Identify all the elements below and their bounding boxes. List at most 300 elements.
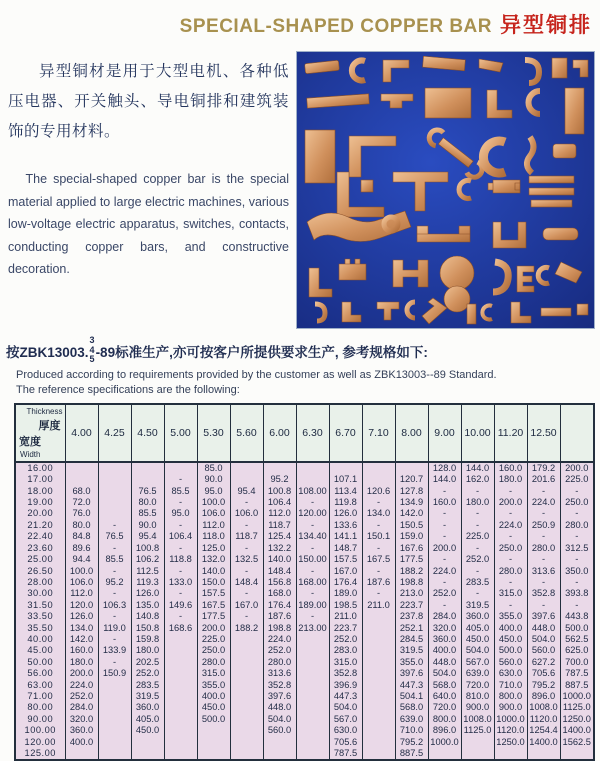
spec-cell: 360.0: [461, 611, 494, 622]
spec-cell: [362, 668, 395, 679]
spec-cell: 443.8: [560, 611, 594, 622]
copper-shapes-photo: [296, 51, 595, 329]
spec-cell: 211.0: [362, 600, 395, 611]
width-cell: 22.40: [15, 531, 65, 542]
standard-fraction: 3 4 5: [89, 335, 95, 365]
spec-cell: 126.0: [329, 508, 362, 519]
spec-cell: 280.0: [560, 520, 594, 531]
spec-cell: 568.0: [428, 680, 461, 691]
spec-cell: 504.0: [329, 702, 362, 713]
spec-cell: 126.0: [131, 588, 164, 599]
spec-cell: 159.8: [131, 634, 164, 645]
table-row: [15, 623, 594, 634]
spec-cell: 450.0: [461, 634, 494, 645]
spec-cell: [296, 737, 329, 748]
spec-cell: 160.0: [428, 497, 461, 508]
spec-cell: [395, 462, 428, 474]
standard-note: [6, 336, 600, 398]
spec-cell: -: [98, 543, 131, 554]
width-cell: 26.50: [15, 566, 65, 577]
spec-cell: 640.0: [428, 691, 461, 702]
spec-cell: [263, 737, 296, 748]
spec-cell: 283.0: [329, 645, 362, 656]
thickness-header-11.20: 11.20: [494, 404, 527, 462]
intro-paragraph-chinese: 异型铜材是用于大型电机、各种低压电器、开关触头、导电铜排和建筑装饰的专用材料。: [8, 63, 289, 140]
spec-cell: 568.0: [395, 702, 428, 713]
width-cell: 120.00: [15, 737, 65, 748]
spec-cell: 225.0: [197, 634, 230, 645]
spec-cell: [131, 737, 164, 748]
spec-cell: 167.6: [395, 543, 428, 554]
spec-cell: 352.8: [527, 588, 560, 599]
spec-cell: -: [164, 566, 197, 577]
width-cell: 45.00: [15, 645, 65, 656]
spec-cell: 560.0: [263, 725, 296, 736]
spec-cell: 156.8: [263, 577, 296, 588]
spec-cell: -: [164, 497, 197, 508]
spec-cell: 106.4: [263, 497, 296, 508]
spec-cell: 106.0: [197, 508, 230, 519]
spec-cell: [164, 691, 197, 702]
spec-cell: [296, 691, 329, 702]
spec-cell: -: [494, 531, 527, 542]
spec-cell: -: [98, 588, 131, 599]
spec-cell: 76.0: [65, 508, 98, 519]
spec-cell: 84.8: [65, 531, 98, 542]
spec-cell: -: [230, 566, 263, 577]
spec-cell: -: [461, 486, 494, 497]
spec-cell: [164, 462, 197, 474]
spec-cell: 352.8: [329, 668, 362, 679]
spec-cell: [362, 725, 395, 736]
spec-cell: 188.2: [230, 623, 263, 634]
spec-cell: 630.0: [329, 725, 362, 736]
spec-cell: [362, 462, 395, 474]
spec-cell: [164, 748, 197, 760]
spec-cell: 223.7: [329, 623, 362, 634]
spec-cell: [98, 508, 131, 519]
spec-cell: 500.0: [197, 714, 230, 725]
spec-cell: [164, 657, 197, 668]
spec-cell: -: [494, 554, 527, 565]
spec-cell: 397.6: [395, 668, 428, 679]
intro-paragraph-english: The special-shaped copper bar is the special material applied to large electric machines, various low-voltage electric apparatus, switches, contacts, conducting copper bars, and constructive decoration.: [8, 172, 289, 277]
spec-cell: -: [98, 657, 131, 668]
spec-cell: [164, 714, 197, 725]
spec-cell: 180.0: [461, 497, 494, 508]
spec-cell: [296, 714, 329, 725]
corner-width-zh: 宽度: [19, 435, 41, 448]
spec-cell: 168.6: [164, 623, 197, 634]
spec-cell: [230, 462, 263, 474]
table-row: [15, 520, 594, 531]
spec-cell: 1250.0: [494, 737, 527, 748]
spec-cell: 188.2: [395, 566, 428, 577]
spec-cell: 280.0: [527, 543, 560, 554]
spec-cell: 504.0: [527, 634, 560, 645]
spec-cell: 447.3: [329, 691, 362, 702]
spec-cell: 250.0: [197, 645, 230, 656]
spec-cell: 700.0: [560, 657, 594, 668]
spec-cell: 200.0: [428, 543, 461, 554]
spec-cell: -: [461, 508, 494, 519]
spec-cell: 448.0: [428, 657, 461, 668]
spec-cell: 85.5: [131, 508, 164, 519]
spec-cell: 135.0: [131, 600, 164, 611]
spec-cell: 319.5: [461, 600, 494, 611]
spec-cell: 201.6: [527, 474, 560, 485]
spec-cell: 100.0: [65, 566, 98, 577]
spec-cell: 400.0: [494, 623, 527, 634]
spec-cell: 76.5: [131, 486, 164, 497]
spec-cell: 167.5: [197, 600, 230, 611]
spec-cell: [164, 737, 197, 748]
spec-cell: 150.1: [362, 531, 395, 542]
spec-cell: 252.0: [131, 668, 164, 679]
table-row: [15, 531, 594, 542]
spec-cell: -: [560, 486, 594, 497]
spec-cell: [98, 486, 131, 497]
spec-cell: [296, 645, 329, 656]
intro-text-column: [8, 51, 289, 329]
spec-cell: 1400.0: [527, 737, 560, 748]
spec-cell: 132.0: [197, 554, 230, 565]
spec-cell: 225.0: [461, 531, 494, 542]
table-row: [15, 588, 594, 599]
width-cell: 90.00: [15, 714, 65, 725]
spec-cell: 148.4: [263, 566, 296, 577]
spec-cell: 160.0: [494, 462, 527, 474]
spec-cell: 224.0: [263, 634, 296, 645]
spec-cell: [560, 748, 594, 760]
spec-cell: 142.0: [395, 508, 428, 519]
spec-cell: 283.5: [131, 680, 164, 691]
spec-cell: 133.6: [329, 520, 362, 531]
width-cell: 23.60: [15, 543, 65, 554]
spec-cell: 224.0: [428, 566, 461, 577]
spec-cell: 1400.0: [560, 725, 594, 736]
spec-cell: 400.0: [428, 645, 461, 656]
spec-cell: 189.0: [329, 588, 362, 599]
spec-cell: [197, 737, 230, 748]
spec-cell: 127.8: [395, 486, 428, 497]
table-row: [15, 543, 594, 554]
spec-cell: 319.5: [131, 691, 164, 702]
spec-cell: [164, 645, 197, 656]
spec-cell: [230, 474, 263, 485]
table-row: [15, 508, 594, 519]
spec-cell: 113.4: [329, 486, 362, 497]
spec-cell: 320.0: [65, 714, 98, 725]
spec-cell: [263, 462, 296, 474]
spec-cell: 1000.0: [428, 737, 461, 748]
spec-cell: 350.0: [560, 566, 594, 577]
spec-cell: -: [560, 577, 594, 588]
spec-cell: 450.0: [494, 634, 527, 645]
spec-cell: [98, 725, 131, 736]
spec-cell: [362, 702, 395, 713]
width-cell: 100.00: [15, 725, 65, 736]
spec-cell: 1254.4: [527, 725, 560, 736]
spec-cell: 198.8: [395, 577, 428, 588]
spec-cell: 134.40: [296, 531, 329, 542]
spec-cell: [230, 748, 263, 760]
spec-cell: 887.5: [560, 680, 594, 691]
spec-cell: [230, 714, 263, 725]
width-cell: 56.00: [15, 668, 65, 679]
spec-cell: 200.0: [65, 668, 98, 679]
spec-cell: -: [98, 634, 131, 645]
spec-cell: 134.0: [65, 623, 98, 634]
spec-cell: 710.0: [395, 725, 428, 736]
spec-cell: 800.0: [494, 691, 527, 702]
standard-line-chinese: [6, 336, 600, 365]
spec-cell: 1008.0: [461, 714, 494, 725]
spec-cell: 120.00: [296, 508, 329, 519]
spec-cell: 128.0: [428, 462, 461, 474]
spec-cell: 95.0: [197, 486, 230, 497]
spec-cell: 118.8: [164, 554, 197, 565]
spec-cell: [230, 645, 263, 656]
spec-cell: 887.5: [395, 748, 428, 760]
spec-cell: [230, 634, 263, 645]
spec-cell: 72.0: [65, 497, 98, 508]
spec-cell: 400.0: [197, 691, 230, 702]
spec-cell: 176.4: [263, 600, 296, 611]
spec-cell: 168.0: [263, 588, 296, 599]
spec-cell: 252.1: [395, 623, 428, 634]
spec-cell: [362, 474, 395, 485]
spec-cell: 252.0: [461, 554, 494, 565]
width-cell: 35.50: [15, 623, 65, 634]
spec-cell: 504.0: [263, 714, 296, 725]
spec-cell: 95.0: [164, 508, 197, 519]
spec-cell: -: [362, 588, 395, 599]
spec-cell: -: [164, 474, 197, 485]
spec-cell: 106.4: [164, 531, 197, 542]
spec-cell: 405.0: [131, 714, 164, 725]
spec-cell: 1120.0: [527, 714, 560, 725]
spec-cell: [98, 474, 131, 485]
spec-cell: 200.0: [197, 623, 230, 634]
thickness-header-5.30: 5.30: [197, 404, 230, 462]
spec-cell: [197, 725, 230, 736]
corner-width-en: Width: [20, 449, 41, 459]
table-row: [15, 474, 594, 485]
spec-cell: 315.0: [494, 588, 527, 599]
spec-cell: 393.8: [560, 588, 594, 599]
spec-cell: 167.0: [329, 566, 362, 577]
spec-cell: 1562.5: [560, 737, 594, 748]
spec-cell: [230, 737, 263, 748]
spec-cell: 133.9: [98, 645, 131, 656]
spec-cell: 125.4: [263, 531, 296, 542]
spec-cell: 500.0: [560, 623, 594, 634]
spec-cell: [164, 634, 197, 645]
spec-cell: [230, 657, 263, 668]
thickness-header-5.00: 5.00: [164, 404, 197, 462]
spec-cell: [98, 714, 131, 725]
spec-cell: 90.0: [197, 474, 230, 485]
spec-cell: [296, 657, 329, 668]
spec-cell: -: [164, 520, 197, 531]
thickness-header-8.00: 8.00: [395, 404, 428, 462]
width-cell: 71.00: [15, 691, 65, 702]
spec-cell: 112.0: [65, 588, 98, 599]
spec-cell: 504.1: [395, 691, 428, 702]
table-row: [15, 748, 594, 760]
spec-cell: 94.4: [65, 554, 98, 565]
spec-cell: 360.0: [65, 725, 98, 736]
width-cell: 19.00: [15, 497, 65, 508]
spec-cell: -: [296, 543, 329, 554]
spec-cell: 180.0: [65, 657, 98, 668]
spec-cell: -: [230, 543, 263, 554]
spec-cell: 119.3: [131, 577, 164, 588]
spec-cell: 112.0: [197, 520, 230, 531]
table-row: [15, 645, 594, 656]
spec-cell: -: [461, 566, 494, 577]
spec-cell: -: [428, 520, 461, 531]
table-row: [15, 634, 594, 645]
thickness-header-12.50: 12.50: [527, 404, 560, 462]
spec-cell: 180.0: [494, 474, 527, 485]
spec-cell: -: [296, 611, 329, 622]
spec-cell: 100.0: [197, 497, 230, 508]
specification-table: [14, 403, 595, 761]
spec-cell: 560.0: [527, 645, 560, 656]
spec-cell: 198.5: [329, 600, 362, 611]
spec-cell: [461, 737, 494, 748]
spec-cell: -: [527, 486, 560, 497]
spec-cell: 252.0: [263, 645, 296, 656]
table-row: [15, 554, 594, 565]
spec-cell: -: [494, 508, 527, 519]
spec-cell: 252.0: [428, 588, 461, 599]
spec-cell: 450.0: [197, 702, 230, 713]
standard-prefix: 按ZBK13003.: [6, 344, 89, 360]
spec-cell: [164, 668, 197, 679]
table-corner-cell: [15, 404, 65, 462]
width-cell: 17.00: [15, 474, 65, 485]
spec-cell: -: [494, 486, 527, 497]
thickness-header-6.70: 6.70: [329, 404, 362, 462]
spec-cell: [362, 611, 395, 622]
thickness-header-4.00: 4.00: [65, 404, 98, 462]
width-cell: 80.00: [15, 702, 65, 713]
spec-cell: 280.0: [494, 566, 527, 577]
spec-cell: [230, 668, 263, 679]
spec-cell: [296, 668, 329, 679]
spec-cell: -: [527, 554, 560, 565]
table-row: [15, 702, 594, 713]
spec-cell: 85.5: [164, 486, 197, 497]
spec-cell: 85.0: [197, 462, 230, 474]
standard-english-1: Produced according to requirements provided by the customer as well as ZBK13003--89 Standard.: [16, 369, 497, 382]
spec-cell: 313.6: [527, 566, 560, 577]
spec-cell: [197, 748, 230, 760]
spec-cell: 355.0: [494, 611, 527, 622]
spec-cell: -: [494, 577, 527, 588]
spec-cell: [296, 474, 329, 485]
spec-cell: 162.0: [461, 474, 494, 485]
spec-cell: 100.8: [263, 486, 296, 497]
spec-cell: 95.4: [230, 486, 263, 497]
spec-cell: 198.8: [263, 623, 296, 634]
spec-cell: [131, 748, 164, 760]
spec-cell: [98, 748, 131, 760]
spec-cell: [65, 474, 98, 485]
spec-cell: 787.5: [329, 748, 362, 760]
spec-cell: 280.0: [197, 657, 230, 668]
spec-cell: 237.8: [395, 611, 428, 622]
spec-cell: [65, 748, 98, 760]
spec-cell: 118.7: [263, 520, 296, 531]
spec-cell: 710.0: [494, 680, 527, 691]
spec-cell: 80.0: [65, 520, 98, 531]
standard-suffix: -89标准生产,亦可按客户所提供要求生产, 参考规格如下:: [95, 344, 428, 360]
spec-cell: 150.8: [131, 623, 164, 634]
spec-cell: 157.5: [197, 588, 230, 599]
spec-cell: 397.6: [527, 611, 560, 622]
spec-cell: 224.0: [65, 680, 98, 691]
spec-cell: -: [494, 600, 527, 611]
spec-cell: 134.0: [362, 508, 395, 519]
width-cell: 30.00: [15, 588, 65, 599]
spec-cell: 787.5: [560, 668, 594, 679]
spec-cell: 1250.0: [560, 714, 594, 725]
spec-cell: 284.0: [65, 702, 98, 713]
width-cell: 25.00: [15, 554, 65, 565]
standard-line-english: [16, 368, 600, 398]
spec-cell: [362, 645, 395, 656]
spec-cell: 396.9: [329, 680, 362, 691]
spec-cell: 211.0: [329, 611, 362, 622]
width-cell: 63.00: [15, 680, 65, 691]
spec-cell: 810.0: [461, 691, 494, 702]
spec-cell: -: [428, 531, 461, 542]
spec-cell: 223.7: [395, 600, 428, 611]
spec-cell: 142.0: [65, 634, 98, 645]
spec-cell: 447.3: [395, 680, 428, 691]
spec-cell: 283.5: [461, 577, 494, 588]
spec-cell: -: [164, 611, 197, 622]
spec-cell: [98, 691, 131, 702]
spec-cell: 106.0: [230, 508, 263, 519]
spec-cell: -: [230, 588, 263, 599]
spec-cell: 134.9: [395, 497, 428, 508]
width-cell: 21.20: [15, 520, 65, 531]
spec-cell: 160.0: [65, 645, 98, 656]
spec-cell: [296, 680, 329, 691]
thickness-header-blank: [560, 404, 594, 462]
spec-cell: 250.0: [560, 497, 594, 508]
spec-cell: 133.0: [164, 577, 197, 588]
spec-cell: [296, 634, 329, 645]
spec-cell: 120.6: [362, 486, 395, 497]
thickness-header-6.30: 6.30: [296, 404, 329, 462]
spec-cell: [98, 497, 131, 508]
spec-cell: 140.0: [197, 566, 230, 577]
width-cell: 20.00: [15, 508, 65, 519]
spec-cell: 132.2: [263, 543, 296, 554]
spec-cell: 639.0: [395, 714, 428, 725]
spec-cell: 896.0: [428, 725, 461, 736]
spec-cell: 126.0: [65, 611, 98, 622]
spec-cell: -: [428, 600, 461, 611]
spec-cell: -: [560, 554, 594, 565]
spec-cell: 900.0: [494, 702, 527, 713]
